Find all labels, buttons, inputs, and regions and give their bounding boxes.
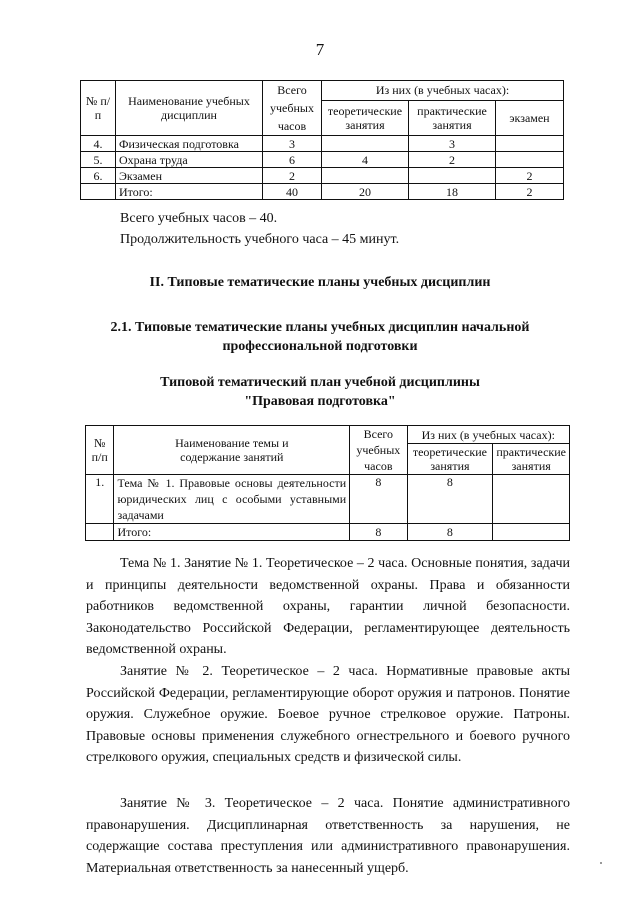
- page-number: 7: [315, 40, 325, 59]
- section-title: II. Типовые тематические планы учебных дисциплин: [149, 275, 491, 290]
- disciplines-table: [80, 80, 564, 200]
- hour-duration-text: Продолжительность учебного часа – 45 минут.: [120, 232, 400, 247]
- table-total-row: Итого: 40 20 18 2: [81, 184, 564, 200]
- col-theory-header: теоретические занятия: [407, 444, 493, 475]
- col-practice-header: практические занятия: [493, 444, 570, 475]
- col-num-header: № п/п: [86, 426, 114, 475]
- table-total-row: Итого: 8 8: [86, 524, 570, 541]
- plan-title-line1: Типовой тематический план учебной дисциплины: [160, 375, 480, 390]
- col-of-them-header: Из них (в учебных часах):: [407, 426, 570, 444]
- col-practice-header: практические занятия: [409, 100, 496, 135]
- table-row: 5. Охрана труда 6 4 2: [81, 152, 564, 168]
- plan-title-line2: "Правовая подготовка": [244, 394, 396, 409]
- col-num-header: № п/п: [81, 81, 116, 136]
- scan-speck: [600, 862, 602, 864]
- paragraph-lesson-2: Занятие № 2. Теоретическое – 2 часа. Нормативные правовые акты Российской Федерации, регламентирующие оборот оружия и патронов. Понятие оружия. Служебное оружие. Боевое ручное стрелковое оружие. Патроны. Правовые основы применения служебного огнестрельного и боевого ручного стрелкового оружия, специальных средств и физической силы.: [86, 664, 570, 765]
- col-total-header: Всего учебных часов: [263, 81, 322, 136]
- legal-training-table: [85, 425, 570, 541]
- col-total-header: Всего учебных часов: [350, 426, 407, 475]
- table-row: 4. Физическая подготовка 3 3: [81, 136, 564, 152]
- col-name-header: Наименование темы и содержание занятий: [114, 426, 350, 475]
- col-name-header: Наименование учебных дисциплин: [116, 81, 263, 136]
- paragraph-lesson-1: Тема № 1. Занятие № 1. Теоретическое – 2 часа. Основные понятия, задачи и принципы деятельности ведомственной охраны. Права и обязанности работников ведомственной охраны, гарантии личной безопасности. Законодательство Российской Федерации, регламентирующее деятельность ведомственной охраны.: [86, 556, 570, 657]
- col-of-them-header: Из них (в учебных часах):: [322, 81, 564, 101]
- table-row: 6. Экзамен 2 2: [81, 168, 564, 184]
- paragraph-lesson-3: Занятие № 3. Теоретическое – 2 часа. Понятие административного правонарушения. Дисциплинарная ответственность за нарушения, не содержащие состава преступления или административного правонарушения. Материальная ответственность за нанесенный ущерб.: [86, 796, 570, 876]
- subsection-title-line2: профессиональной подготовки: [222, 339, 418, 354]
- col-exam-header: экзамен: [496, 100, 564, 135]
- col-theory-header: теоретические занятия: [322, 100, 409, 135]
- table-row: 1. Тема № 1. Правовые основы деятельности юридических лиц с особыми уставными задачами 8 8: [86, 475, 570, 524]
- total-hours-text: Всего учебных часов – 40.: [120, 211, 278, 226]
- subsection-title-line1: 2.1. Типовые тематические планы учебных дисциплин начальной: [110, 320, 530, 335]
